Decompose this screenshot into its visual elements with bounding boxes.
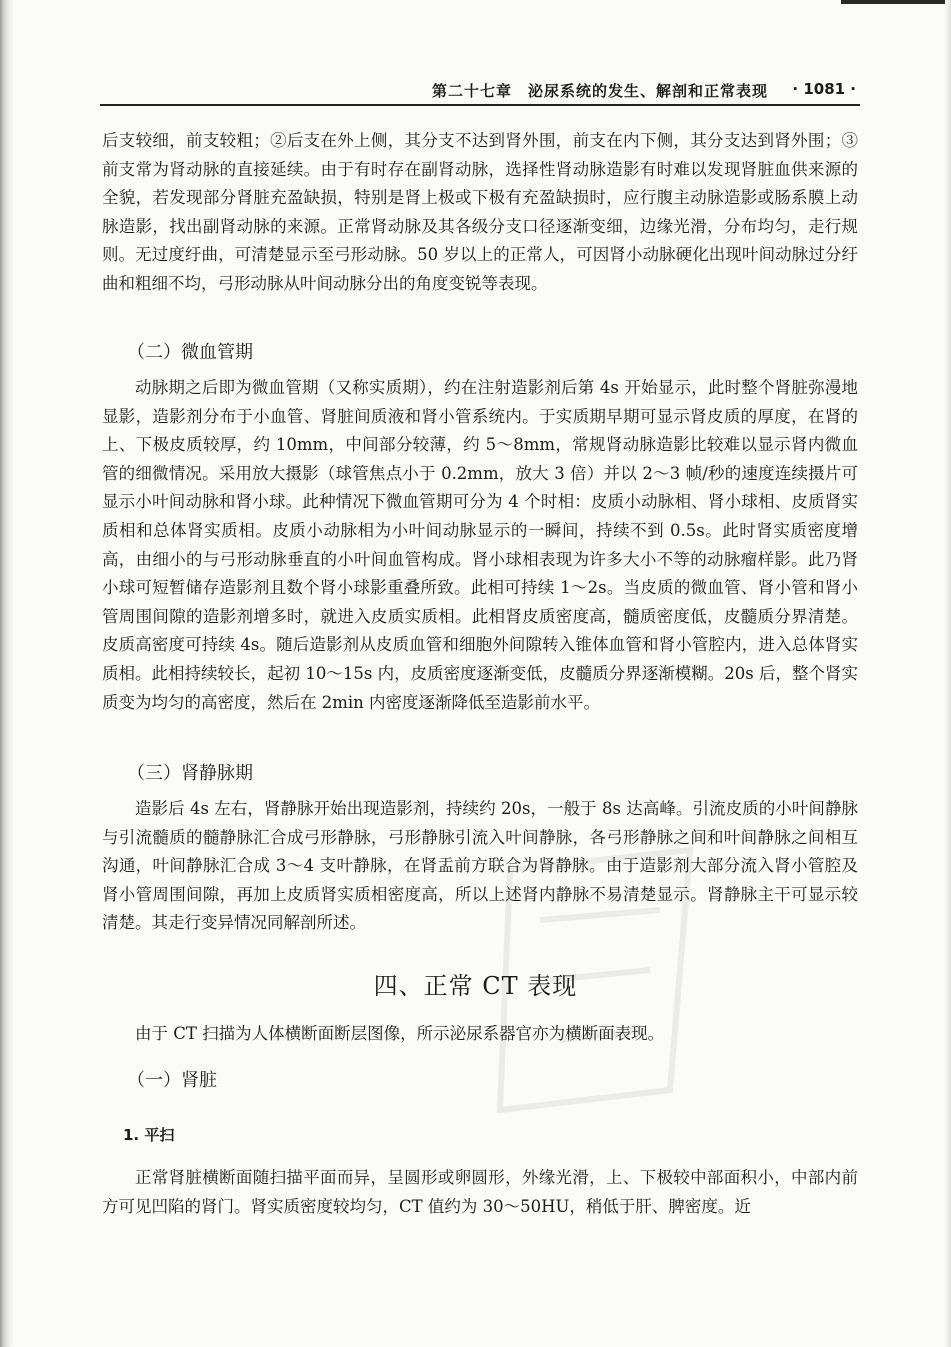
paragraph-text: 造影后 4s 左右，肾静脉开始出现造影剂，持续约 20s，一般于 8s 达高峰。引流皮质的小叶间静脉与引流髓质的髓静脉汇合成弓形静脉，弓形静脉引流入叶间静脉，各弓形静脉之间和叶间静脉之间相互沟通，叶间静脉汇合成 3～4 支叶静脉，在肾盂前方联合为肾静脉。由于造影剂大部分流入肾小管腔及肾小管周围间隙，再加上皮质肾实质相密度高，所以上述肾内静脉不易清楚显示。肾静脉主干可显示较清楚。其走行变异情况同解剖所述。 [102, 799, 858, 933]
running-header [100, 76, 860, 106]
paragraph-text: 动脉期之后即为微血管期（又称实质期），约在注射造影剂后第 4s 开始显示，此时整个肾脏弥漫地显影，造影剂分布于小血管、肾脏间质液和肾小管系统内。于实质期早期可显示肾皮质的厚度，在肾的上、下极皮质较厚，约 10mm，中间部分较薄，约 5～8mm，常规肾动脉造影比较难以显示肾内微血管的细微情况。采用放大摄影（球管焦点小于 0.2mm，放大 3 倍）并以 2～3 帧/秒的速度连续摄片可显示小叶间动脉和肾小球。此种情况下微血管期可分为 4 个时相：皮质小动脉相、肾小球相、皮质肾实质相和总体肾实质相。皮质小动脉相为小叶间动脉显示的一瞬间，持续不到 0.5s。此时肾实质密度增高，由细小的与弓形动脉垂直的小叶间血管构成。肾小球相表现为许多大小不等的动脉瘤样影。此乃肾小球可短暂储存造影剂且数个肾小球影重叠所致。此相可持续 1～2s。当皮质的微血管、肾小管和肾小管周围间隙的造影剂增多时，就进入皮质实质相。此相肾皮质密度高，髓质密度低，皮髓质分界清楚。皮质高密度可持续 4s。随后造影剂从皮质血管和细胞外间隙转入锥体血管和肾小管腔内，进入总体肾实质相。此相持续较长，起初 10～15s 内，皮质密度逐渐变低，皮髓质分界逐渐模糊。20s 后，整个肾实质变为均匀的高密度，然后在 2min 内密度逐渐降低至造影前水平。 [102, 378, 858, 712]
subheading-plain-scan: 1. 平扫 [123, 1126, 175, 1144]
section-heading-kidney: （一）肾脏 [127, 1070, 217, 1091]
scan-right-shadow [945, 0, 951, 1347]
paragraph-renal-vein-phase [102, 795, 858, 938]
section-heading-renal-vein: （三）肾静脉期 [127, 763, 253, 784]
paragraph-text: 正常肾脏横断面随扫描平面而异，呈圆形或卵圆形，外缘光滑，上、下极较中部面积小，中部内前方可见凹陷的肾门。肾实质密度较均匀，CT 值约为 30～50HU，稍低于肝、脾密度。近 [102, 1168, 858, 1216]
paragraph-ct-intro [102, 1020, 858, 1049]
scan-corner-mark [841, 0, 951, 4]
paragraph-text: 由于 CT 扫描为人体横断面断层图像，所示泌尿系器官亦为横断面表现。 [135, 1024, 665, 1043]
chapter-heading-normal-ct: 四、正常 CT 表现 [373, 972, 578, 1000]
chapter-running-title: 第二十七章 泌尿系统的发生、解剖和正常表现 [431, 82, 768, 100]
paragraph-plain-scan [102, 1164, 858, 1221]
section-heading-microvascular: （二）微血管期 [127, 342, 253, 363]
paragraph-microvascular-phase [102, 374, 858, 717]
page-number: · 1081 · [792, 80, 856, 98]
paragraph-arterial-phase [102, 127, 858, 299]
page-binding-edge [0, 0, 14, 1347]
paragraph-text: 后支较细，前支较粗；②后支在外上侧，其分支不达到肾外围，前支在内下侧，其分支达到肾外围；③前支常为肾动脉的直接延续。由于有时存在副肾动脉，选择性肾动脉造影有时难以发现肾脏血供来源的全貌，若发现部分肾脏充盈缺损，特别是肾上极或下极有充盈缺损时，应行腹主动脉造影或肠系膜上动脉造影，找出副肾动脉的来源。正常肾动脉及其各级分支口径逐渐变细，边缘光滑，分布均匀，走行规则。无过度纡曲，可清楚显示至弓形动脉。50 岁以上的正常人，可因肾小动脉硬化出现叶间动脉过分纡曲和粗细不均，弓形动脉从叶间动脉分出的角度变锐等表现。 [102, 131, 858, 293]
